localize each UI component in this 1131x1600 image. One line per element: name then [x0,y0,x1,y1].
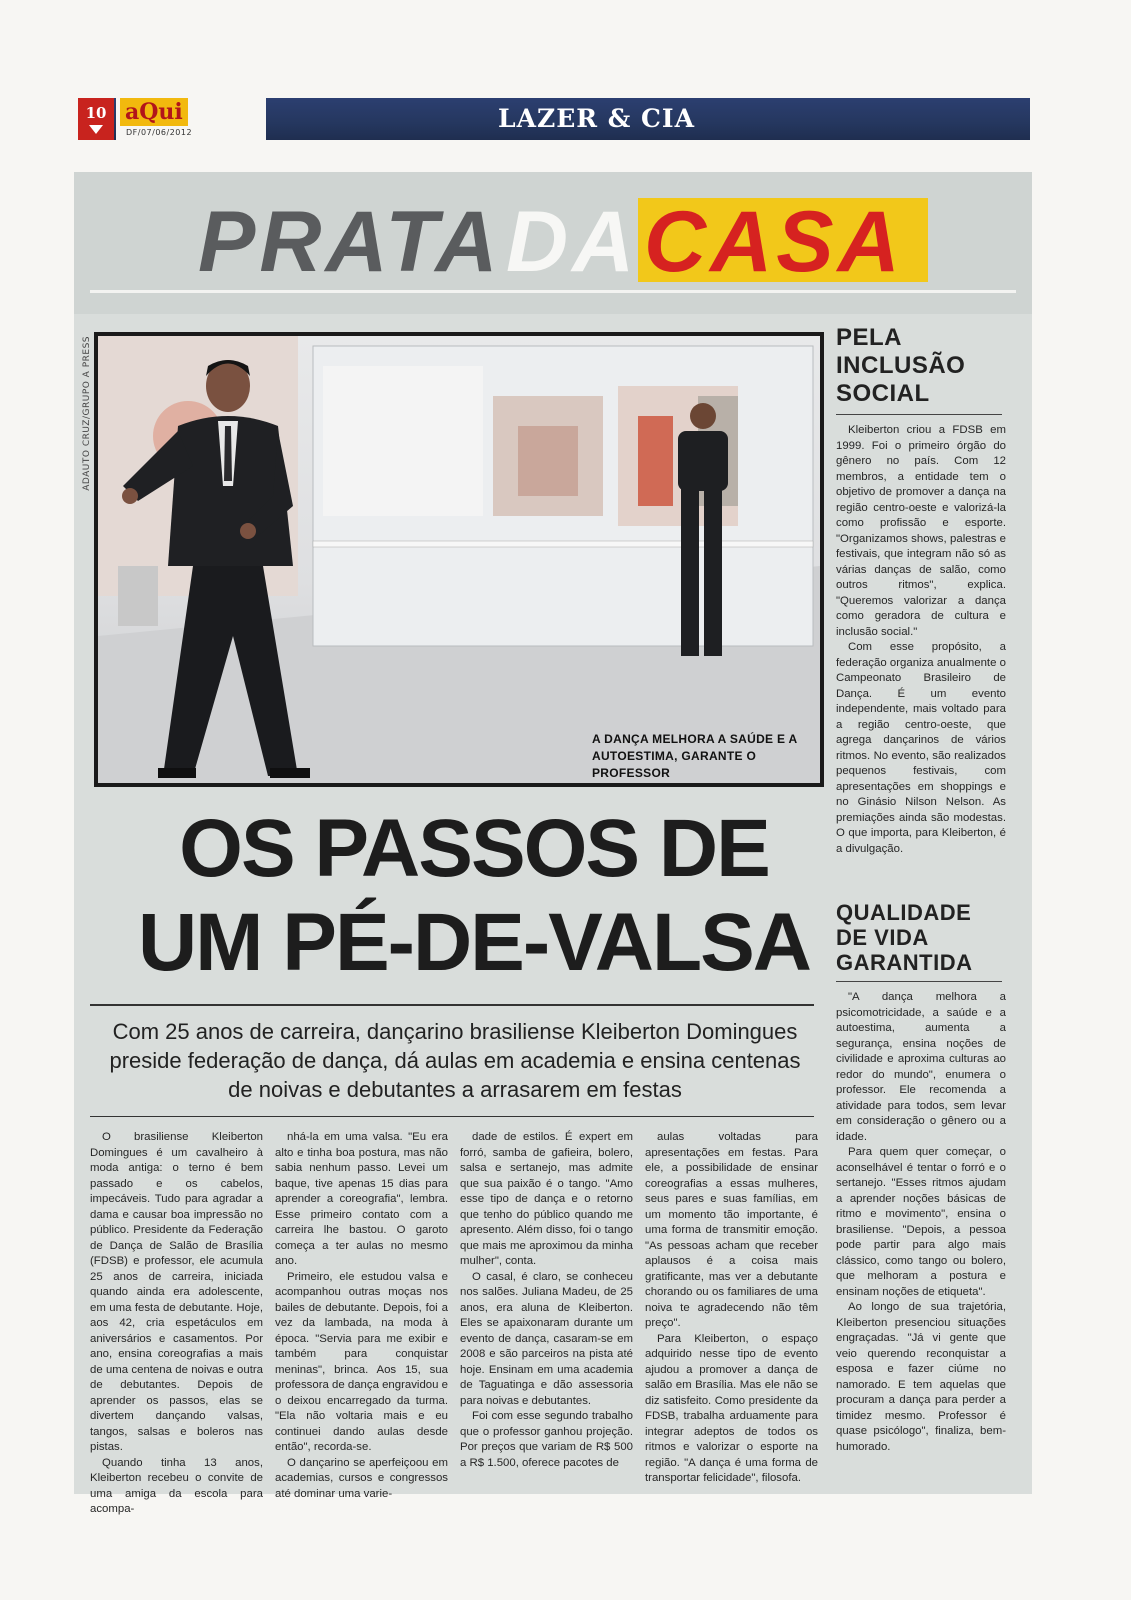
paragraph: Para Kleiberton, o espaço adquirido nesse tipo de evento ajudou a promover a dança de salão em Brasília. Mas ele não se diz satisfeito. Como presidente da FDSB, trabalha arduamente para integrar adeptos de todos os ritmos e valorizar o esporte na região. "A dança é uma forma de transportar felicidade", filosofa. [645,1332,818,1484]
paragraph: dade de estilos. É expert em forró, samba de gafieira, bolero, salsa e sertanejo, mas admite que sua paixão é o tango. "Amo esse tipo de dança e o retorno que tenho do público quando me apresento. Além disso, foi o tango que mais me aproximou da minha mulher", conta. [460,1131,633,1267]
article-panel [74,172,1032,1515]
sidebar-title [836,900,1006,975]
sidebar-text [836,990,1006,1455]
sidebar-text [836,423,1006,857]
kicker-word-2: DA [506,194,639,290]
body-column-4 [645,1130,818,1484]
sidebar-rule [836,981,1002,982]
dancer-photo-illustration [98,336,820,783]
photo-credit: ADAUTO CRUZ/GRUPO A PRESS [82,336,92,491]
sidebar-inclusao-social [836,324,1006,857]
sidebar-title-line: QUALIDADE [836,900,972,925]
deck-subheadline: Com 25 anos de carreira, dançarino brasiliense Kleiberton Domingues preside federação de dança, dá aulas em academia e ensina centenas de noivas e debutantes a arrasarem em festas [109,1019,801,1102]
paragraph: Com esse propósito, a federação organiza anualmente o Campeonato Brasileiro de Dança. É um evento independente, mais voltado para a região centro-oeste, que agrega dançarinos de vários ritmos. No evento, são realizados pequenos festivais, com apresentações em shoppings e no Ginásio Nilson Nelson. As premiações ainda são modestas. O que importa, para Kleiberton, é a divulgação. [836,641,1006,855]
article-body [90,1130,818,1515]
paragraph: O brasiliense Kleiberton Domingues é um cavalheiro à moda antiga: o terno é bem passado e os cabelos, impecáveis. Tudo para agradar a dama e causar boa impressão no público. Presidente da Federação de Dança de Salão de Brasília (FDSB) e professor, ele acumula 25 anos de carreira, iniciada quando ainda era adolescente, em uma festa de debutante. Hoje, aos 42, cria espetáculos em aniversários e casamentos. Por ano, ensina coreografias a mais de uma centena de noivas e outra de debutantes. Depois de aprender os passos, elas se divertem dançando valsas, tangos, salsas e boleros nas pistas. [90,1131,263,1453]
paragraph: Ao longo de sua trajetória, Kleiberton presenciou situações engraçadas. "Já vi gente que veio querendo reconquistar a esposa e fazer ciúme no namorado. E tem aquelas que procuram a dança para perder a timidez mesmo. Professor é quase psicólogo", finaliza, bem-humorado. [836,1301,1006,1453]
sidebar-title-line: PELA [836,324,903,351]
paragraph: Primeiro, ele estudou valsa e acompanhou outras moças nos bailes de debutante. Depois, foi a vez da lambada, na moda à época. "Servia para me exibir e também para conquistar meninas", brinca. Aos 15, sua professora de dança engravidou e o deixou encarregado da turma. "Ela não voltaria mais e eu continuei dando aulas desde então", recorda-se. [275,1270,448,1453]
deck-rule [90,1116,814,1117]
body-column-3 [460,1130,633,1469]
page-number-badge [78,98,114,140]
sidebar-rule [836,414,1002,415]
paragraph: Quando tinha 13 anos, Kleiberton recebeu o convite de uma amiga da escola para acompa- [90,1456,263,1515]
sidebar-title-line: GARANTIDA [836,950,973,975]
kicker-divider [90,290,1016,293]
section-title: LAZER & CIA [498,104,696,133]
paragraph: Foi com esse segundo trabalho que o professor ganhou projeção. Por preços que variam de R$ 500 a R$ 1.500, oferece pacotes de [460,1410,633,1469]
body-column-1 [90,1130,263,1515]
paragraph: Kleiberton criou a FDSB em 1999. Foi o primeiro órgão do gênero no país. Com 12 membros, a entidade tem o objetivo de promover a dança na região centro-oeste e valorizá-la como profissão e esporte. "Organizamos shows, palestras e festivais, que integram não só as várias danças de salão, como outros ritmos", explica. "Queremos valorizar a dança como geradora de cultura e inclusão social." [836,424,1006,638]
down-arrow-icon [89,125,103,134]
body-column-2 [275,1130,448,1500]
sidebar-title-line: DE VIDA [836,925,929,950]
paragraph: O casal, é claro, se conheceu nos salões. Juliana Madeu, de 25 anos, era aluna de Kleiberton. Eles se apaixonaram durante um evento de dança, casaram-se em 2008 e são parceiros na pista até hoje. Ensinam em uma academia de Taguatinga e dão assessoria para noivas e debutantes. [460,1270,633,1407]
newspaper-logo [116,98,266,140]
issue-date: DF/07/06/2012 [126,128,193,137]
kicker-word-3: CASA [644,194,904,290]
page-number: 10 [85,104,107,122]
headline-line-2: UM PÉ-DE-VALSA [137,897,811,988]
headline [114,802,834,990]
paragraph: Para quem quer começar, o aconselhável é tentar o forró e o sertanejo. "Esses ritmos ajudam a aprender noções básicas de ritmo e movimento", ensina o brasiliense. "Depois, a pessoa pode partir para algo mais clássico, como tango ou bolero, que melhoram a postura e ensinam noções de etiqueta". [836,1146,1006,1298]
paragraph: "A dança melhora a psicomotricidade, a saúde e a autoestima, aumenta a segurança, ensina noções de civilidade e aproxima culturas ao redor do mundo", enumera o professor. Ele recomenda a atividade para todos, sem levar em consideração o gênero ou a idade. [836,991,1006,1143]
photo-caption: A DANÇA MELHORA A SAÚDE E A AUTOESTIMA, GARANTE O PROFESSOR [592,732,797,780]
paragraph: nhá-la em uma valsa. "Eu era alto e tinha boa postura, mas não sabia nenhum passo. Levei um baque, tive apenas 15 dias para aprender a coreografia", lembra. Esse primeiro contato com a carreira lhe bastou. O garoto começa a ter aulas no mesmo ano. [275,1131,448,1267]
logo-wordmark: aQui [120,98,188,126]
kicker-word-1: PRATA [198,194,502,290]
headline-rule [90,1004,814,1006]
section-header [78,98,1030,140]
article-photo [94,332,824,787]
sidebar-title [836,324,1006,408]
kicker-banner [74,172,1032,314]
sidebar-title-line: SOCIAL [836,380,930,407]
headline-line-1: OS PASSOS DE [179,803,769,894]
sidebar-qualidade-de-vida [836,900,1006,1455]
paragraph: aulas voltadas para apresentações em festas. Para ele, a possibilidade de ensinar coreografias a essas mulheres, seus pares e suas famílias, em um momento tão importante, é uma forma de transmitir emoção. "As pessoas acham que receber aplausos é a coisa mais gratificante, mas ver a debutante chorando ou os familiares de uma noiva te agradecendo não têm preço". [645,1131,818,1329]
paragraph: O dançarino se aperfeiçoou em academias, cursos e congressos até dominar uma varie- [275,1456,448,1500]
sidebar-title-line: INCLUSÃO [836,352,966,379]
